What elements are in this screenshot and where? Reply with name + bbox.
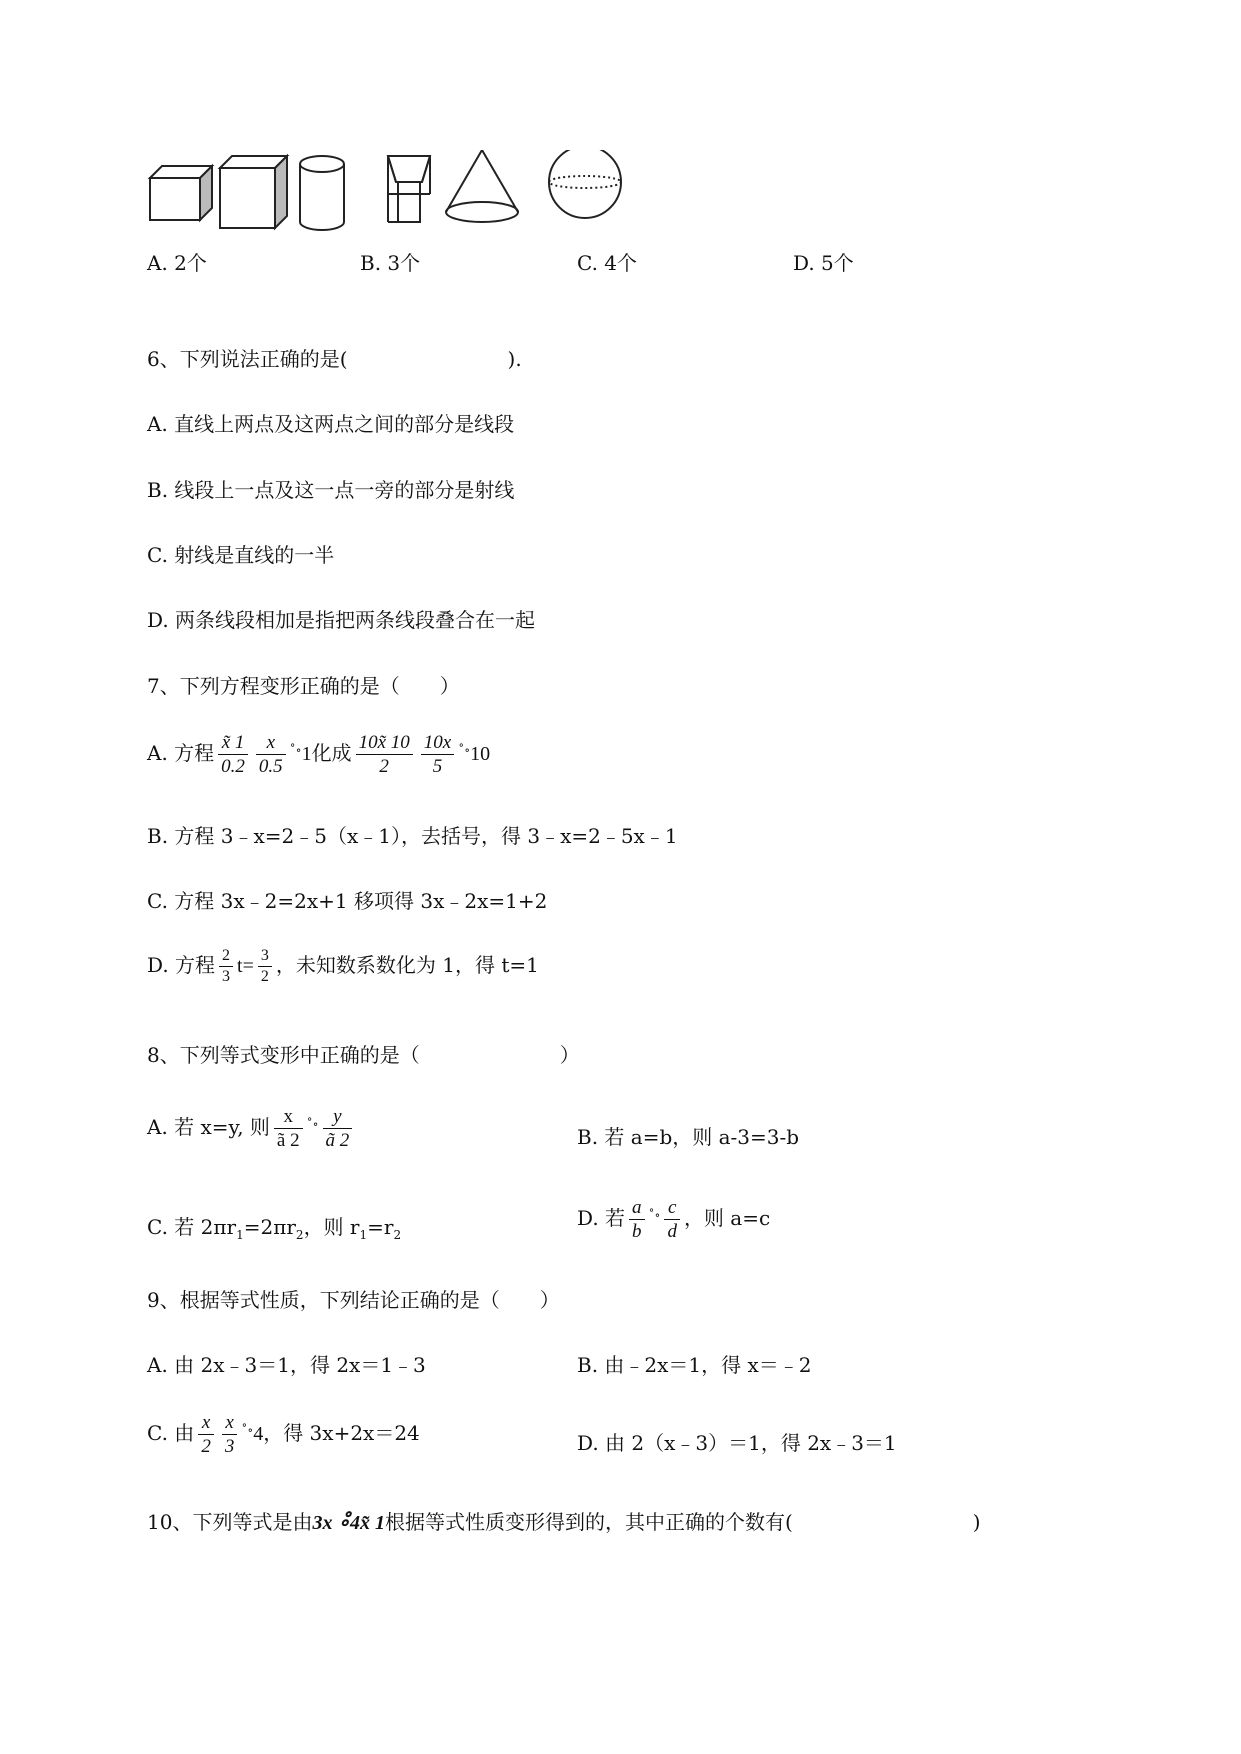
- fraction: [258, 948, 272, 985]
- q9-option-b: B. 由﹣2x＝1，得 x＝﹣2: [577, 1353, 812, 1377]
- q8-d-suffix: ，则 a=c: [683, 1206, 771, 1230]
- fraction-denominator: 0.2: [221, 756, 245, 777]
- subscript: 1: [236, 1228, 244, 1242]
- q5-option-b: B. 3个: [360, 251, 421, 275]
- q6-option-b: B. 线段上一点及这一点一旁的部分是射线: [147, 478, 515, 502]
- fraction-numerator: 3: [258, 948, 272, 967]
- q5-option-a: A. 2个: [147, 251, 207, 275]
- q9-c-suffix: ，得 3x+2x＝24: [263, 1421, 420, 1445]
- q7-d-prefix: D. 方程: [147, 953, 216, 977]
- fraction: [256, 733, 286, 776]
- subscript: 2: [295, 1228, 304, 1242]
- q8-option-a: [147, 1107, 356, 1150]
- fraction-denominator: ã 2: [276, 1130, 300, 1151]
- q6-option-c: C. 射线是直线的一半: [147, 543, 335, 567]
- q9-option-d: D. 由 2（x﹣3）＝1，得 2x﹣3＝1: [577, 1431, 897, 1455]
- garbled-equals-symbol: ˚∘: [289, 743, 302, 757]
- q7-stem: 7、下列方程变形正确的是（ ）: [147, 674, 460, 698]
- q8-stem: 8、下列等式变形中正确的是（ ）: [147, 1043, 580, 1067]
- fraction: [198, 1413, 214, 1456]
- q7-option-a: [147, 733, 490, 776]
- fraction: [222, 1413, 238, 1456]
- value: 4: [253, 1423, 264, 1445]
- fraction-denominator: 3: [222, 968, 231, 985]
- q10-stem: [147, 1512, 981, 1533]
- value: 1: [301, 743, 312, 765]
- q8-option-d: [577, 1198, 770, 1241]
- fraction-numerator: y: [323, 1107, 353, 1129]
- fraction: [356, 733, 413, 776]
- q10-suffix: 根据等式性质变形得到的，其中正确的个数有( ): [384, 1510, 981, 1534]
- fraction-numerator: 10x: [421, 733, 454, 755]
- fraction-denominator: 0.5: [258, 756, 283, 777]
- q9-option-a: A. 由 2x﹣3＝1，得 2x＝1﹣3: [147, 1353, 426, 1377]
- q5-option-d: D. 5个: [793, 251, 854, 275]
- value: 10: [470, 743, 491, 765]
- fraction-numerator: c: [664, 1198, 680, 1220]
- q7-d-suffix: ，未知数系数化为 1，得 t=1: [275, 953, 539, 977]
- q7-option-c: C. 方程 3x﹣2=2x+1 移项得 3x﹣2x=1+2: [147, 889, 548, 913]
- cuboid-shape: [150, 166, 212, 220]
- fraction-numerator: a: [629, 1198, 645, 1220]
- fraction-denominator: 3: [224, 1436, 235, 1457]
- fraction: [664, 1198, 680, 1241]
- fraction-denominator: b: [632, 1221, 642, 1242]
- q6-stem: 6、下列说法正确的是( ).: [147, 347, 522, 371]
- q7-a-mid: 化成: [311, 741, 352, 765]
- fraction-numerator: x: [198, 1413, 214, 1435]
- q8-c-prefix: C. 若 2πr: [147, 1215, 237, 1239]
- fraction-numerator: 2: [219, 948, 233, 967]
- fraction: [421, 733, 454, 776]
- garbled-equals-symbol: ˚∘: [241, 1423, 254, 1437]
- fraction-denominator: d: [667, 1221, 677, 1242]
- q7-a-prefix: A. 方程: [147, 741, 215, 765]
- fraction: [218, 733, 248, 776]
- fraction: [274, 1107, 303, 1150]
- fraction-denominator: 2: [379, 756, 389, 777]
- prism-shape: [388, 156, 430, 222]
- q9-stem: 9、根据等式性质，下列结论正确的是（ ）: [147, 1288, 560, 1312]
- q6-option-d: D. 两条线段相加是指把两条线段叠合在一起: [147, 608, 536, 632]
- fraction-numerator: x̃ 1: [218, 733, 248, 755]
- q7-d-mid: t=: [237, 955, 254, 977]
- q8-c-mid2: ，则 r: [303, 1215, 360, 1239]
- q8-a-prefix: A. 若 x=y, 则: [147, 1115, 270, 1139]
- cone-shape: [446, 150, 518, 222]
- subscript: 1: [359, 1228, 368, 1242]
- cube-shape: [220, 156, 287, 228]
- solid-shapes-figure: [140, 150, 700, 250]
- q8-option-b: B. 若 a=b，则 a-3=3-b: [577, 1125, 800, 1149]
- q7-option-d: [147, 948, 539, 985]
- fraction-numerator: 10x̃ 10: [356, 733, 413, 755]
- fraction-numerator: x: [222, 1413, 238, 1435]
- fraction-denominator: ã 2: [325, 1130, 350, 1151]
- q9-option-c: [147, 1413, 420, 1456]
- q8-c-mid: =2πr: [243, 1215, 296, 1239]
- cylinder-shape: [300, 156, 344, 230]
- fraction-denominator: 5: [432, 756, 443, 777]
- fraction-denominator: 2: [201, 1436, 211, 1457]
- q8-option-c: [147, 1217, 401, 1241]
- q8-c-mid3: =r: [367, 1215, 394, 1239]
- fraction-numerator: x: [274, 1107, 303, 1129]
- q7-option-b: B. 方程 3﹣x=2﹣5（x﹣1），去括号，得 3﹣x=2﹣5x﹣1: [147, 824, 678, 848]
- garbled-equals-symbol: ˚∘: [648, 1208, 661, 1222]
- sphere-shape: [549, 150, 621, 218]
- fraction: [629, 1198, 645, 1241]
- fraction-denominator: 2: [260, 968, 269, 985]
- q9-c-prefix: C. 由: [147, 1421, 195, 1445]
- subscript: 2: [393, 1228, 402, 1242]
- garbled-equals-symbol: ˚∘: [306, 1117, 319, 1131]
- fraction-numerator: x: [256, 733, 286, 755]
- fraction: [323, 1107, 353, 1150]
- fraction: [219, 948, 233, 985]
- q10-expression: 3x ∘̊4x̃ 1: [312, 1512, 385, 1534]
- q6-option-a: A. 直线上两点及这两点之间的部分是线段: [147, 412, 515, 436]
- q10-prefix: 10、下列等式是由: [147, 1510, 313, 1534]
- q8-d-prefix: D. 若: [577, 1206, 626, 1230]
- garbled-equals-symbol: ˚∘: [458, 743, 471, 757]
- q5-option-c: C. 4个: [577, 251, 638, 275]
